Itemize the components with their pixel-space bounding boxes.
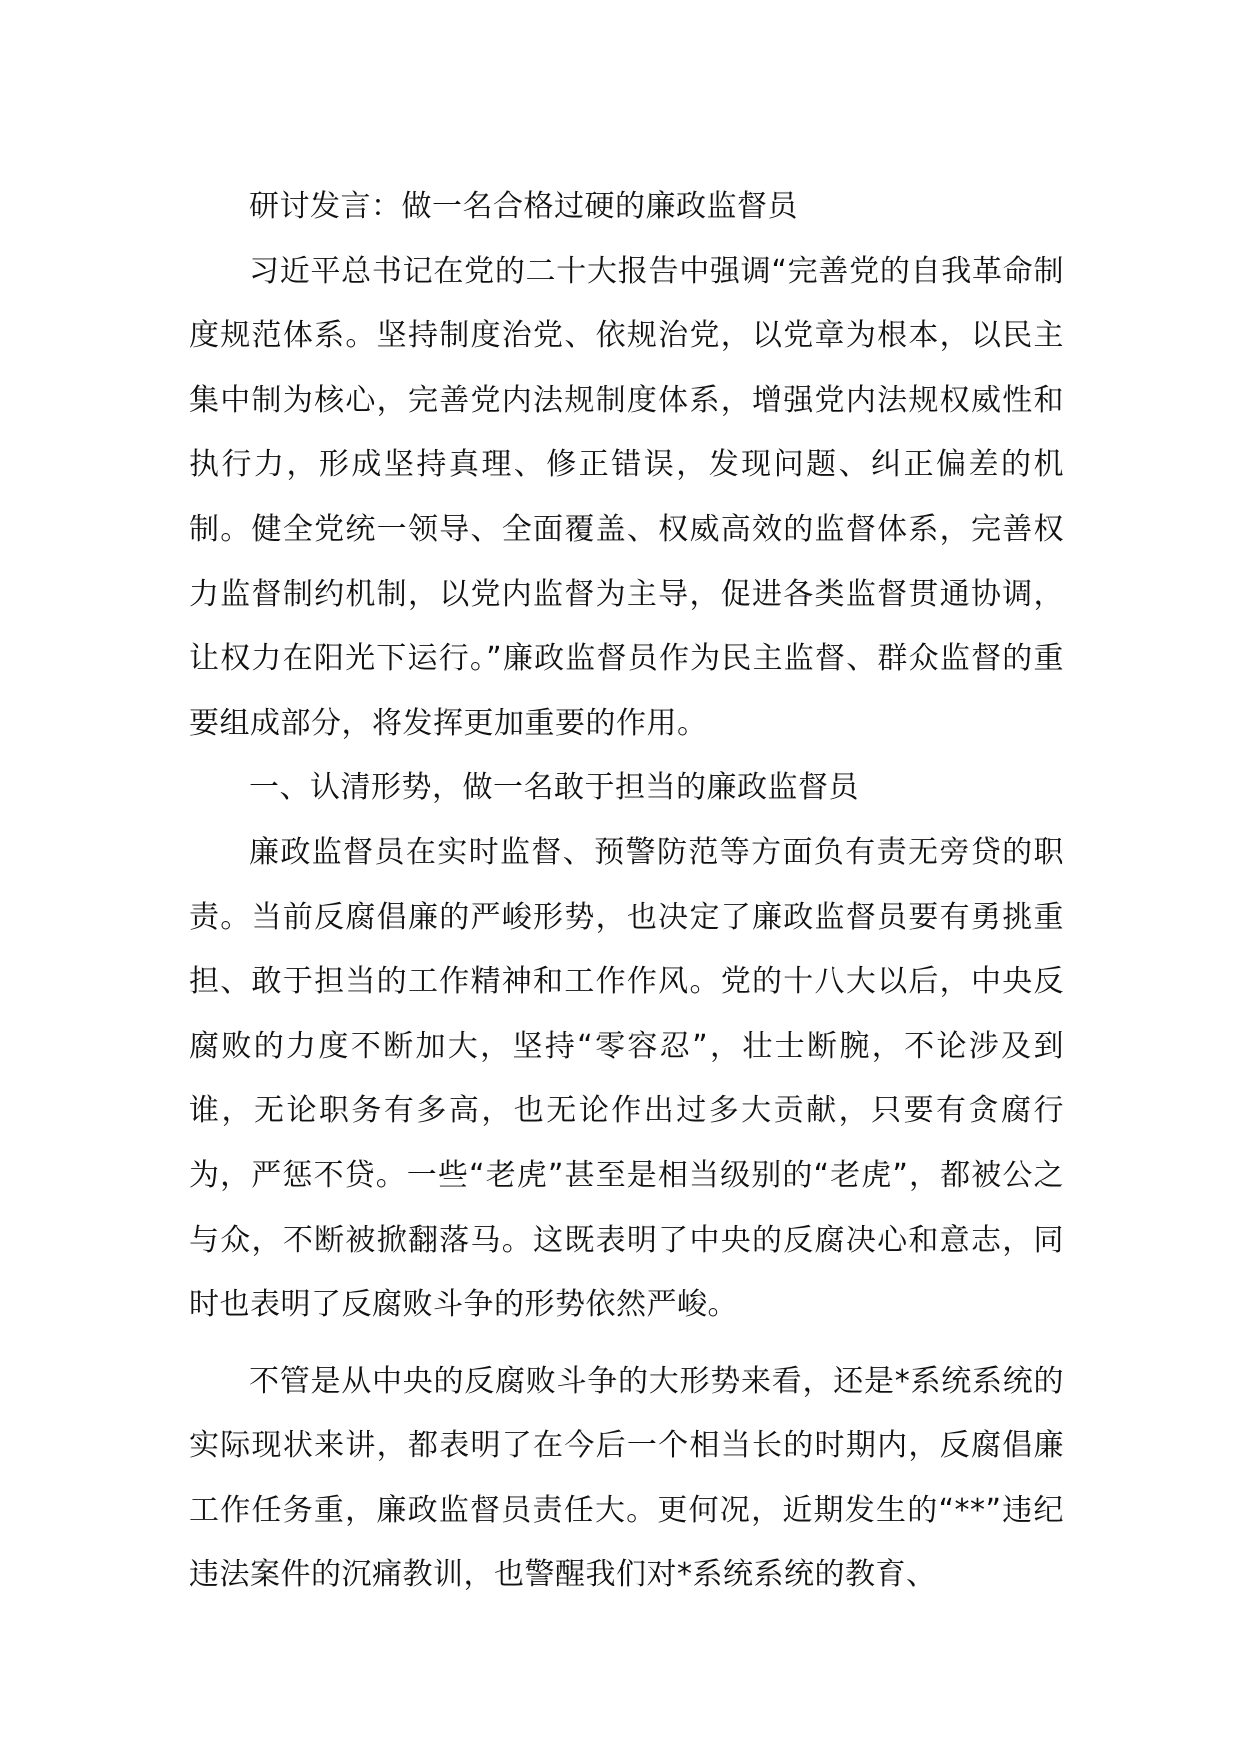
document-body xyxy=(189,175,1064,1608)
document-title: 研讨发言：做一名合格过硬的廉政监督员 xyxy=(249,189,798,224)
section-heading-1: 一、认清形势，做一名敢于担当的廉政监督员 xyxy=(249,770,859,806)
paragraph-section-1: 廉政监督员在实时监督、预警防范等方面负有责无旁贷的职责。当前反腐倡廉的严峻形势，也决定了廉政监督员要有勇挑重担、敢于担当的工作精神和工作作风。党的十八大以后，中央反腐败的力度不断加大，坚持“零容忍”，壮士断腕，不论涉及到谁，无论职务有多高，也无论作出过多大贡献，只要有贪腐行为，严惩不贷。一些“老虎”甚至是相当级别的“老虎”，都被公之与众，不断被掀翻落马。这既表明了中央的反腐决心和意志，同时也表明了反腐败斗争的形势依然严峻。 xyxy=(189,834,1064,1323)
paragraph-intro: 习近平总书记在党的二十大报告中强调“完善党的自我革命制度规范体系。坚持制度治党、依规治党，以党章为根本，以民主集中制为核心，完善党内法规制度体系，增强党内法规权威性和执行力，形成坚持真理、修正错误，发现问题、纠正偏差的机制。健全党统一领导、全面覆盖、权威高效的监督体系，完善权力监督制约机制，以党内监督为主导，促进各类监督贯通协调，让权力在阳光下运行。”廉政监督员作为民主监督、群众监督的重要组成部分，将发挥更加重要的作用。 xyxy=(189,253,1064,741)
paragraph-continuation: 不管是从中央的反腐败斗争的大形势来看，还是*系统系统的实际现状来讲，都表明了在今后一个相当长的时期内，反腐倡廉工作任务重，廉政监督员责任大。更何况，近期发生的“**”违纪违法案件的沉痛教训，也警醒我们对*系统系统的教育、 xyxy=(189,1363,1064,1593)
